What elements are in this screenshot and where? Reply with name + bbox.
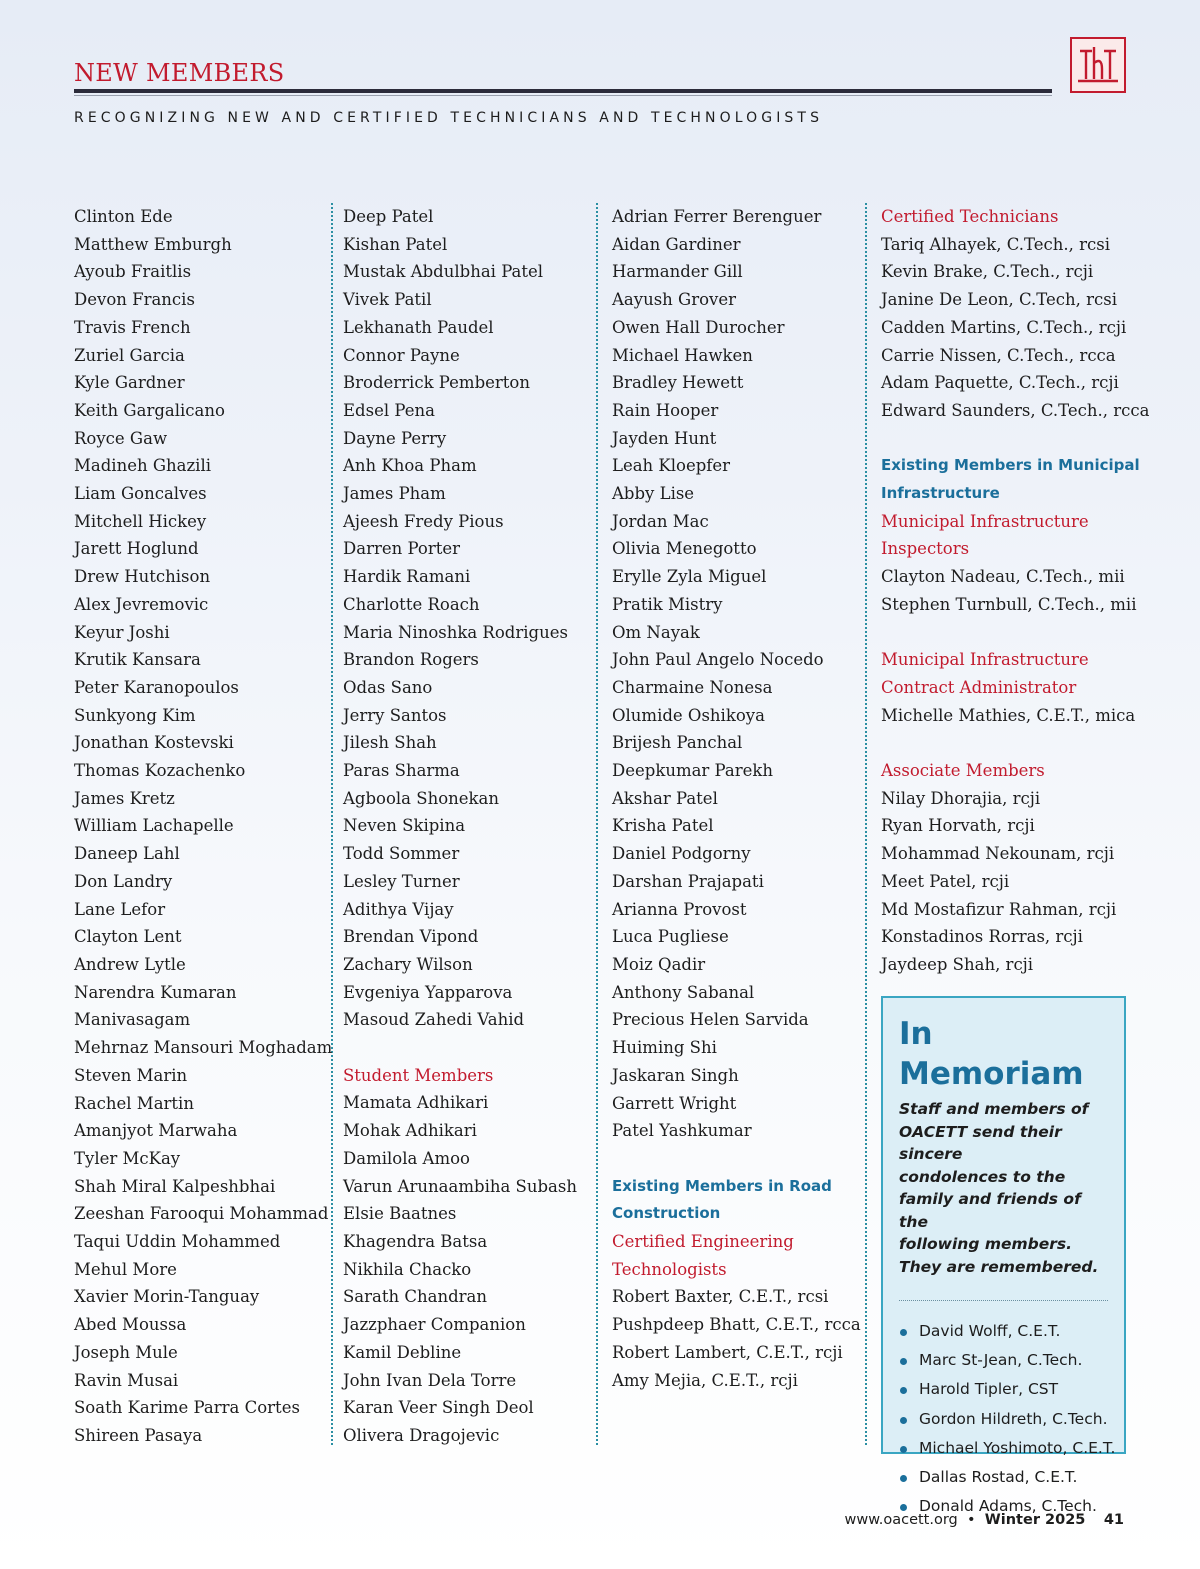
student-members-heading: Student Members: [343, 1065, 494, 1085]
cet-member-name: Robert Baxter, C.E.T., rcsi: [612, 1287, 829, 1307]
mica-heading-line1: Municipal Infrastructure: [881, 650, 1089, 670]
member-name: Jordan Mac: [612, 511, 709, 531]
oacett-logo-icon: [1070, 37, 1126, 93]
member-name: Travis French: [74, 317, 191, 337]
member-name: James Pham: [343, 484, 446, 504]
member-name: Tyler McKay: [74, 1148, 181, 1168]
member-column-2: [343, 203, 588, 1450]
member-name: Vivek Patil: [343, 290, 432, 310]
member-name: Olumide Oshikoya: [612, 705, 765, 725]
member-name: Shireen Pasaya: [74, 1425, 203, 1445]
member-column-3: [612, 203, 861, 1394]
member-name: Liam Goncalves: [74, 484, 207, 504]
member-name: Connor Payne: [343, 345, 460, 365]
member-name: Paras Sharma: [343, 761, 460, 781]
memoriam-name: Marc St-Jean, C.Tech.: [899, 1346, 1108, 1375]
member-name: Pratik Mistry: [612, 594, 723, 614]
memoriam-name: Donald Adams, C.Tech.: [899, 1492, 1108, 1521]
member-name: Owen Hall Durocher: [612, 317, 785, 337]
member-name: Neven Skipina: [343, 816, 466, 836]
memoriam-message-line: condolences to the: [899, 1167, 1066, 1186]
mii-member-name: Stephen Turnbull, C.Tech., mii: [881, 594, 1137, 614]
student-member-name: Damilola Amoo: [343, 1148, 470, 1168]
member-name: Lane Lefor: [74, 899, 166, 919]
member-name: Edsel Pena: [343, 400, 435, 420]
memoriam-name: Gordon Hildreth, C.Tech.: [899, 1405, 1108, 1434]
member-name: Zeeshan Farooqui Mohammad: [74, 1204, 329, 1224]
member-name: Darshan Prajapati: [612, 871, 764, 891]
page-footer: [844, 1512, 1124, 1528]
member-name: Olivia Menegotto: [612, 539, 757, 559]
member-name: Abby Lise: [612, 484, 695, 504]
footer-issue: Winter 2025: [984, 1512, 1086, 1528]
certified-technician-name: Tariq Alhayek, C.Tech., rcsi: [881, 234, 1111, 254]
member-name: Ayoub Fraitlis: [74, 262, 192, 282]
memoriam-name: Dallas Rostad, C.E.T.: [899, 1463, 1108, 1492]
associate-member-name: Konstadinos Rorras, rcji: [881, 927, 1083, 947]
member-name: Keyur Joshi: [74, 622, 170, 642]
member-name: Deepkumar Parekh: [612, 761, 774, 781]
member-name: Aidan Gardiner: [612, 234, 741, 254]
mica-member-name: Michelle Mathies, C.E.T., mica: [881, 705, 1136, 725]
member-name: Agboola Shonekan: [343, 788, 499, 808]
certified-technician-name: Cadden Martins, C.Tech., rcji: [881, 317, 1127, 337]
member-column-4: [881, 203, 1150, 979]
memoriam-name: Harold Tipler, CST: [899, 1375, 1108, 1404]
member-name: Om Nayak: [612, 622, 700, 642]
member-name: Clinton Ede: [74, 207, 173, 226]
member-name: Anthony Sabanal: [612, 982, 755, 1002]
member-name: Soath Karime Parra Cortes: [74, 1398, 300, 1418]
member-name: Steven Marin: [74, 1065, 188, 1085]
member-name: Adithya Vijay: [343, 899, 454, 919]
member-name: Adrian Ferrer Berenguer: [612, 207, 822, 226]
member-name: John Paul Angelo Nocedo: [612, 650, 824, 670]
member-name: Drew Hutchison: [74, 567, 211, 587]
associate-member-name: Mohammad Nekounam, rcji: [881, 844, 1115, 864]
memoriam-name: David Wolff, C.E.T.: [899, 1317, 1108, 1346]
member-name: Amanjyot Marwaha: [74, 1121, 238, 1141]
member-name: Taqui Uddin Mohammed: [74, 1232, 281, 1252]
member-name: Keith Gargalicano: [74, 400, 225, 420]
member-name: Daniel Podgorny: [612, 844, 751, 864]
page-title: NEW MEMBERS: [74, 59, 285, 87]
mii-heading-line1: Municipal Infrastructure: [881, 511, 1089, 531]
road-construction-heading-line1: Existing Members in Road: [612, 1176, 832, 1195]
student-member-name: Mamata Adhikari: [343, 1093, 489, 1113]
student-member-name: Sarath Chandran: [343, 1287, 487, 1307]
member-name: Madineh Ghazili: [74, 456, 212, 476]
municipal-infrastructure-heading-line1: Existing Members in Municipal: [881, 456, 1140, 475]
memoriam-message-line: Staff and members of: [899, 1100, 1089, 1118]
member-name: Broderrick Pemberton: [343, 373, 530, 393]
member-name: Dayne Perry: [343, 428, 447, 448]
member-name: Mustak Abdulbhai Patel: [343, 262, 544, 282]
member-name: Charlotte Roach: [343, 594, 480, 614]
in-memoriam-divider: [899, 1300, 1108, 1301]
member-name: Andrew Lytle: [74, 954, 186, 974]
member-name: James Kretz: [74, 788, 175, 808]
member-name: Jaskaran Singh: [612, 1065, 739, 1085]
certified-technician-name: Janine De Leon, C.Tech, rcsi: [881, 290, 1118, 310]
student-member-name: Varun Arunaambiha Subash: [343, 1176, 577, 1196]
road-construction-heading-line2: Construction: [612, 1204, 721, 1223]
certified-technician-name: Edward Saunders, C.Tech., rcca: [881, 400, 1150, 420]
member-name: Lekhanath Paudel: [343, 317, 494, 337]
member-name: Patel Yashkumar: [612, 1121, 752, 1141]
header-rule-thin: [74, 95, 1052, 96]
member-name: Royce Gaw: [74, 428, 168, 448]
member-name: Arianna Provost: [612, 899, 747, 919]
member-name: Aayush Grover: [612, 290, 737, 310]
member-name: Kishan Patel: [343, 234, 448, 254]
member-name: Todd Sommer: [343, 844, 460, 864]
in-memoriam-title: In Memoriam: [899, 1016, 1084, 1092]
cet-member-name: Pushpdeep Bhatt, C.E.T., rcca: [612, 1315, 861, 1335]
member-name: Daneep Lahl: [74, 844, 180, 864]
member-name: Narendra Kumaran: [74, 982, 237, 1002]
member-name: Erylle Zyla Miguel: [612, 567, 767, 587]
member-name: Jilesh Shah: [343, 733, 437, 753]
member-name: Kyle Gardner: [74, 373, 185, 393]
member-name: Garrett Wright: [612, 1093, 737, 1113]
member-name: Ravin Musai: [74, 1370, 179, 1390]
member-name: Huiming Shi: [612, 1038, 717, 1058]
member-name: Brijesh Panchal: [612, 733, 743, 753]
cet-heading-line1: Certified Engineering: [612, 1232, 794, 1251]
member-name: Precious Helen Sarvida: [612, 1010, 809, 1030]
member-name: Thomas Kozachenko: [74, 761, 246, 781]
footer-bullet: •: [966, 1512, 976, 1528]
member-name: Shah Miral Kalpeshbhai: [74, 1176, 276, 1196]
member-name: Harmander Gill: [612, 262, 743, 282]
member-name: Clayton Lent: [74, 927, 182, 947]
student-member-name: Khagendra Batsa: [343, 1232, 488, 1251]
member-name: Zachary Wilson: [343, 954, 473, 974]
member-name: Akshar Patel: [612, 788, 718, 808]
page-subtitle: RECOGNIZING NEW AND CERTIFIED TECHNICIANS AND TECHNOLOGISTS: [74, 110, 824, 126]
member-name: Rachel Martin: [74, 1093, 194, 1113]
member-name: Michael Hawken: [612, 345, 753, 365]
certified-technician-name: Adam Paquette, C.Tech., rcji: [881, 373, 1119, 393]
member-name: Ajeesh Fredy Pious: [343, 511, 504, 531]
member-name: Brendan Vipond: [343, 927, 479, 947]
member-name: Krisha Patel: [612, 816, 714, 836]
associate-member-name: Ryan Horvath, rcji: [881, 816, 1035, 836]
student-member-name: Olivera Dragojevic: [343, 1425, 500, 1445]
student-member-name: Elsie Baatnes: [343, 1204, 457, 1224]
certified-technicians-heading: Certified Technicians: [881, 207, 1059, 226]
in-memoriam-list: [899, 1317, 1116, 1521]
associate-member-name: Jaydeep Shah, rcji: [881, 954, 1034, 974]
member-name: Deep Patel: [343, 207, 434, 226]
member-name: Hardik Ramani: [343, 567, 471, 587]
mii-member-name: Clayton Nadeau, C.Tech., mii: [881, 567, 1125, 587]
cet-member-name: Amy Mejia, C.E.T., rcji: [612, 1370, 798, 1390]
certified-technician-name: Carrie Nissen, C.Tech., rcca: [881, 345, 1116, 365]
memoriam-message-line: following members.: [899, 1235, 1073, 1253]
member-name: Sunkyong Kim: [74, 705, 196, 725]
cet-member-name: Robert Lambert, C.E.T., rcji: [612, 1342, 843, 1362]
member-name: Lesley Turner: [343, 871, 460, 891]
member-name: Evgeniya Yapparova: [343, 982, 513, 1002]
page-header: [74, 58, 1052, 126]
student-member-name: John Ivan Dela Torre: [343, 1370, 517, 1390]
student-member-name: Nikhila Chacko: [343, 1259, 472, 1279]
student-member-name: Mohak Adhikari: [343, 1121, 477, 1141]
in-memoriam-box: [881, 996, 1126, 1516]
member-name: Abed Moussa: [74, 1315, 187, 1335]
memoriam-message-line: OACETT send their sincere: [899, 1122, 1062, 1163]
member-name: Masoud Zahedi Vahid: [343, 1010, 525, 1030]
student-member-name: Kamil Debline: [343, 1342, 462, 1362]
mica-heading-line2: Contract Administrator: [881, 677, 1077, 697]
student-member-name: Jazzphaer Companion: [343, 1315, 526, 1335]
member-name: Charmaine Nonesa: [612, 677, 773, 697]
page-number: 41: [1103, 1512, 1124, 1528]
member-name: Zuriel Garcia: [74, 345, 185, 365]
memoriam-message-line: family and friends of the: [899, 1190, 1081, 1231]
member-name: Mehul More: [74, 1259, 177, 1279]
associate-member-name: Nilay Dhorajia, rcji: [881, 788, 1041, 808]
member-name: Jonathan Kostevski: [74, 733, 234, 753]
associate-member-name: Md Mostafizur Rahman, rcji: [881, 899, 1117, 919]
member-name: Don Landry: [74, 871, 173, 891]
student-member-name: Karan Veer Singh Deol: [343, 1398, 534, 1418]
member-name: Devon Francis: [74, 290, 195, 310]
memoriam-message-line: They are remembered.: [899, 1257, 1099, 1276]
column-separator: [865, 203, 867, 1445]
member-name: Moiz Qadir: [612, 954, 706, 974]
member-name: Mehrnaz Mansouri Moghadam: [74, 1038, 333, 1058]
column-separator: [596, 203, 598, 1445]
member-name: Rain Hooper: [612, 400, 719, 420]
member-name: William Lachapelle: [74, 816, 234, 836]
mii-heading-line2: Inspectors: [881, 539, 970, 559]
member-name: Peter Karanopoulos: [74, 677, 239, 697]
member-name: Matthew Emburgh: [74, 234, 232, 254]
member-name: Odas Sano: [343, 677, 433, 697]
in-memoriam-message: [899, 1098, 1108, 1278]
header-rule: [74, 89, 1052, 93]
member-name: Joseph Mule: [74, 1342, 178, 1362]
member-name: Mitchell Hickey: [74, 511, 207, 531]
column-separator: [331, 203, 333, 1445]
associate-members-heading: Associate Members: [881, 761, 1045, 781]
member-name: Anh Khoa Pham: [343, 456, 477, 476]
member-name: Krutik Kansara: [74, 650, 201, 670]
associate-member-name: Meet Patel, rcji: [881, 871, 1010, 891]
member-name: Alex Jevremovic: [74, 594, 209, 614]
member-name: Jarett Hoglund: [74, 539, 199, 559]
member-name: Bradley Hewett: [612, 373, 744, 393]
footer-url[interactable]: www.oacett.org: [844, 1512, 958, 1528]
member-name: Maria Ninoshka Rodrigues: [343, 622, 568, 642]
member-name: Darren Porter: [343, 539, 461, 559]
member-name: Manivasagam: [74, 1010, 191, 1030]
certified-technician-name: Kevin Brake, C.Tech., rcji: [881, 262, 1094, 282]
memoriam-name: Michael Yoshimoto, C.E.T.: [899, 1434, 1108, 1463]
member-name: Brandon Rogers: [343, 650, 479, 670]
cet-heading-line2: Technologists: [612, 1259, 727, 1279]
municipal-infrastructure-heading-line2: Infrastructure: [881, 484, 1000, 503]
member-name: Xavier Morin-Tanguay: [74, 1287, 260, 1307]
member-name: Jerry Santos: [343, 705, 447, 725]
member-name: Luca Pugliese: [612, 927, 729, 947]
member-name: Leah Kloepfer: [612, 456, 731, 476]
member-name: Jayden Hunt: [612, 428, 717, 448]
member-column-1: [74, 203, 333, 1450]
